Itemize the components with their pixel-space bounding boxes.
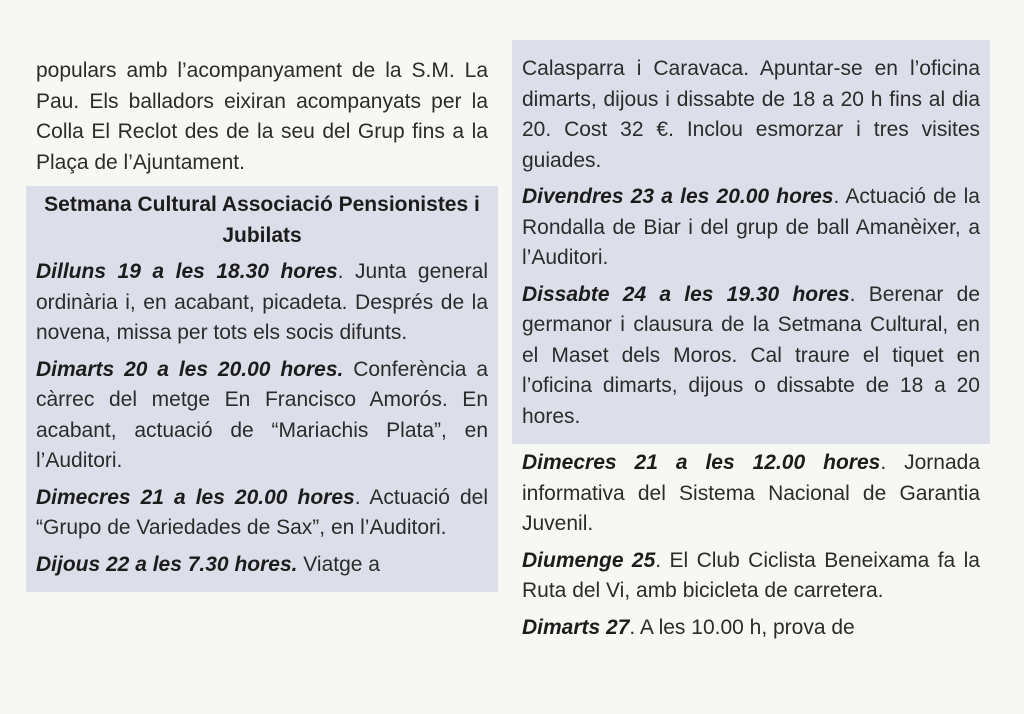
entry-text: . Berenar de germanor i clausura de la Setmana Cultural, en el Maset dels Moros. Cal traure el tiquet en l’oficina dimarts, dijous o dissabte de 18 a 20 hores. [522, 282, 980, 428]
entry-text: Conferència a càrrec del metge En Francisco Amorós. En acabant, actuació de “Mariachis Plata”, en l’Auditori. [36, 357, 488, 472]
entry-text: Viatge a [297, 552, 380, 576]
entry-date: Dijous 22 a les 7.30 hores. [36, 552, 298, 576]
entry-text: . Actuació de la Rondalla de Biar i del grup de ball Amanèixer, a l’Auditori. [522, 185, 980, 269]
entry-date: Divendres 23 a les 20.00 hores [522, 185, 834, 208]
continued-paragraph: Calasparra i Caravaca. Apuntar-se en l’oficina dimarts, dijous i dissabte de 18 a 20 h fins al dia 20. Cost 32 €. Inclou esmorzar i tres visites guiades. [522, 57, 980, 172]
right-column [512, 40, 990, 649]
other-events [512, 444, 990, 643]
entry-saturday [522, 280, 980, 433]
entry-text: . El Club Ciclista Beneixama fa la Ruta del Vi, amb bicicleta de carretera. [522, 548, 980, 602]
section-heading: Setmana Cultural Associació Pensionistes i Jubilats [44, 193, 480, 247]
entry-date: Dimarts 20 a les 20.00 hores. [36, 357, 344, 381]
entry-tuesday-27 [522, 613, 980, 644]
entry-text: . A les 10.00 h, prova de [629, 615, 855, 639]
entry-tuesday [36, 355, 488, 477]
entry-date: Dissabte 24 a les 19.30 hores [522, 282, 850, 306]
entry-wednesday-youth [522, 448, 980, 540]
entry-wednesday [36, 483, 488, 544]
left-column [26, 56, 498, 592]
entry-sunday-cycling [522, 546, 980, 607]
entry-monday [36, 257, 488, 349]
entry-thursday [36, 550, 488, 581]
entry-text: . Junta general ordinària i, en acabant, picadeta. Després de la novena, missa per tots els socis difunts. [36, 260, 488, 344]
entry-date: Dimecres 21 a les 12.00 hores [522, 451, 881, 474]
entry-date: Dimecres 21 a les 20.00 hores [36, 485, 355, 509]
pensioners-week-box-continued [512, 40, 990, 444]
entry-date: Diumenge 25 [522, 548, 656, 572]
entry-friday [522, 182, 980, 274]
pensioners-week-box [26, 186, 498, 592]
entry-date: Dilluns 19 a les 18.30 hores [36, 260, 338, 283]
intro-block [26, 56, 498, 178]
entry-date: Dimarts 27 [522, 615, 630, 639]
entry-text: . Actuació del “Grupo de Variedades de Sax”, en l’Auditori. [36, 485, 488, 539]
intro-paragraph: populars amb l’acompanyament de la S.M. La Pau. Els balladors eixiran acompanyats per la Colla El Reclot des de la seu del Grup fins a la Plaça de l’Ajuntament. [36, 59, 488, 174]
entry-text: . Jornada informativa del Sistema Nacional de Garantia Juvenil. [522, 451, 981, 535]
